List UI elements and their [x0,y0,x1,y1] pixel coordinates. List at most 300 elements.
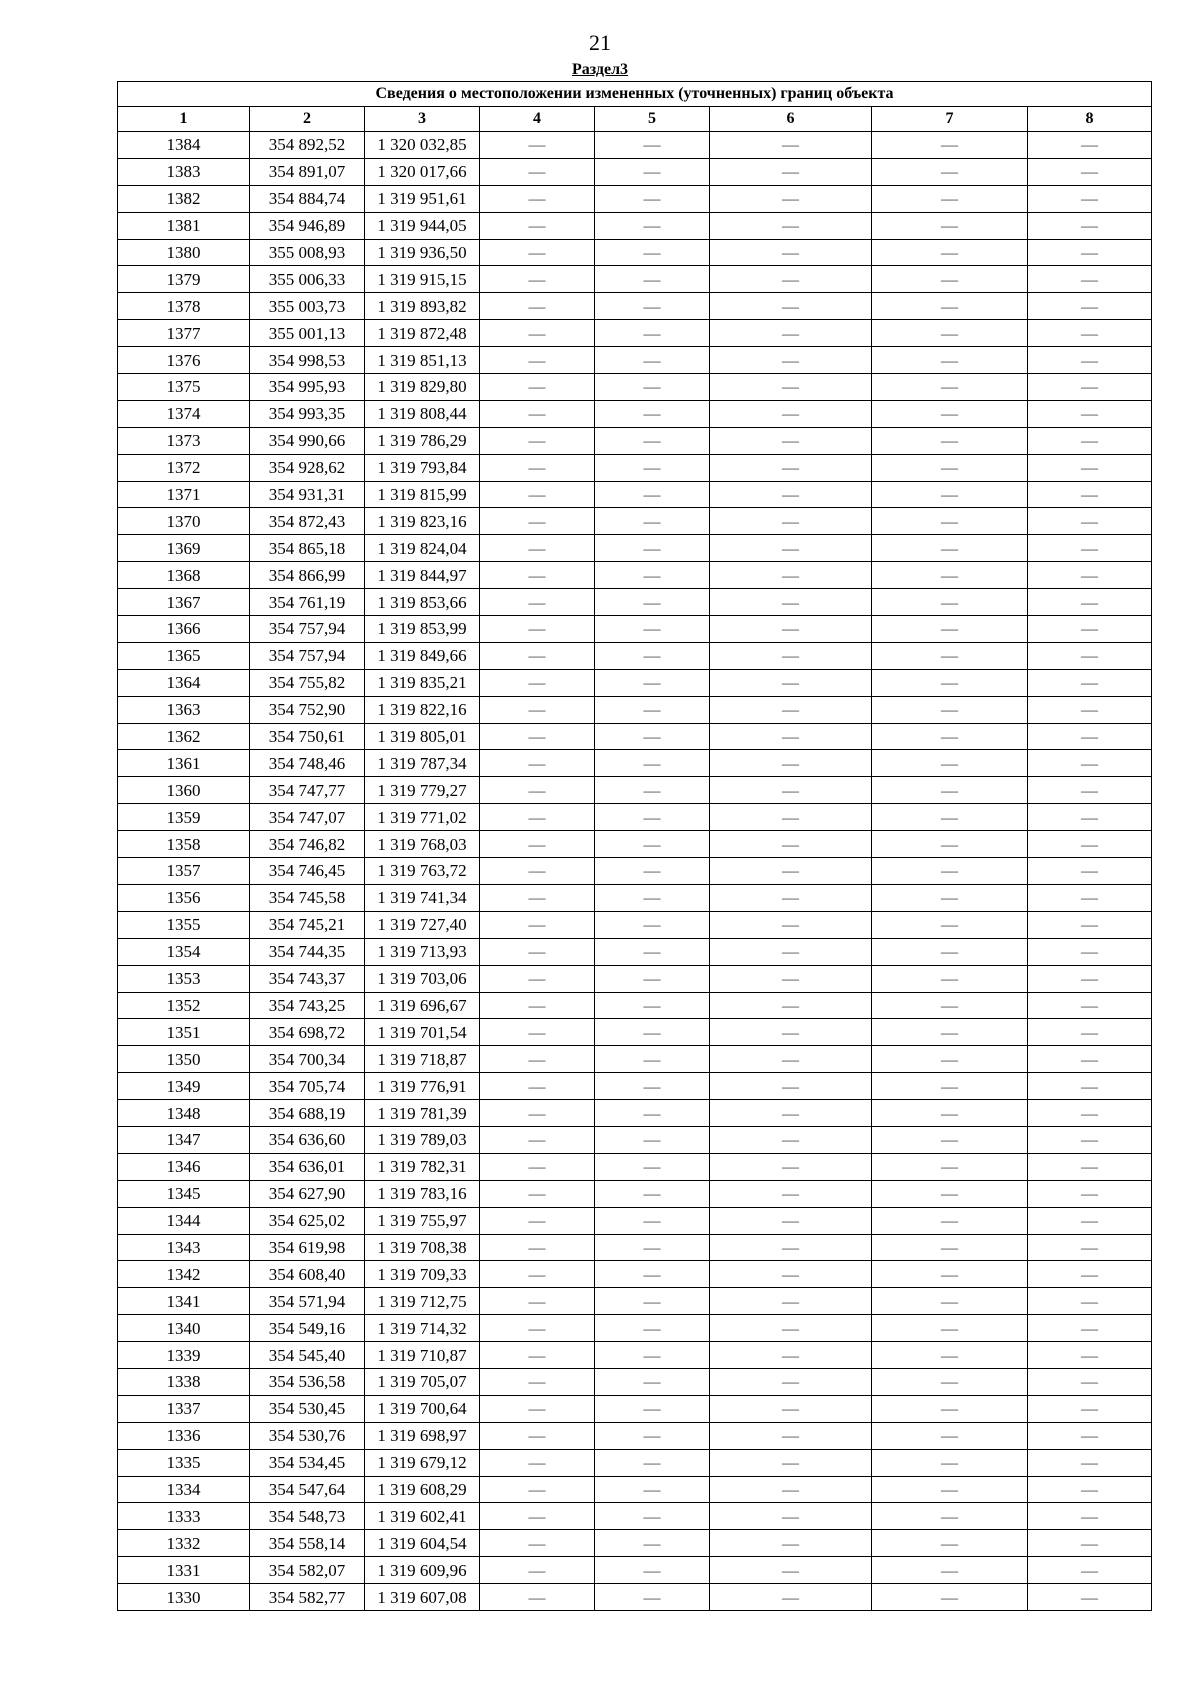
empty-value-cell: — [872,804,1028,831]
empty-value-cell: — [480,1126,595,1153]
column-header: 4 [480,107,595,132]
y-coordinate-cell: 1 319 853,66 [365,589,480,616]
empty-value-cell: — [595,1422,710,1449]
empty-value-cell: — [1028,1180,1152,1207]
table-row [118,1503,1152,1530]
empty-value-cell: — [872,1476,1028,1503]
empty-value-cell: — [480,938,595,965]
empty-value-cell: — [710,669,872,696]
empty-value-cell: — [480,320,595,347]
empty-value-cell: — [1028,1046,1152,1073]
empty-value-cell: — [710,1207,872,1234]
empty-value-cell: — [1028,616,1152,643]
empty-value-cell: — [872,1046,1028,1073]
y-coordinate-cell: 1 319 808,44 [365,400,480,427]
empty-value-cell: — [595,1261,710,1288]
x-coordinate-cell: 354 698,72 [250,1019,365,1046]
empty-value-cell: — [1028,938,1152,965]
empty-value-cell: — [595,1476,710,1503]
table-row [118,1342,1152,1369]
y-coordinate-cell: 1 319 779,27 [365,777,480,804]
empty-value-cell: — [710,347,872,374]
x-coordinate-cell: 354 536,58 [250,1368,365,1395]
point-number-cell: 1335 [118,1449,250,1476]
table-row [118,1126,1152,1153]
empty-value-cell: — [710,1315,872,1342]
empty-value-cell: — [1028,858,1152,885]
empty-value-cell: — [1028,400,1152,427]
y-coordinate-cell: 1 319 835,21 [365,669,480,696]
x-coordinate-cell: 354 993,35 [250,400,365,427]
x-coordinate-cell: 354 884,74 [250,185,365,212]
column-header-row [118,107,1152,132]
empty-value-cell: — [710,562,872,589]
y-coordinate-cell: 1 319 705,07 [365,1368,480,1395]
table-row [118,481,1152,508]
y-coordinate-cell: 1 319 768,03 [365,831,480,858]
point-number-cell: 1353 [118,965,250,992]
empty-value-cell: — [1028,696,1152,723]
empty-value-cell: — [710,1342,872,1369]
empty-value-cell: — [710,696,872,723]
empty-value-cell: — [872,212,1028,239]
y-coordinate-cell: 1 319 951,61 [365,185,480,212]
column-header: 1 [118,107,250,132]
empty-value-cell: — [1028,158,1152,185]
empty-value-cell: — [480,1557,595,1584]
x-coordinate-cell: 354 545,40 [250,1342,365,1369]
empty-value-cell: — [595,858,710,885]
empty-value-cell: — [710,777,872,804]
y-coordinate-cell: 1 319 776,91 [365,1073,480,1100]
table-row [118,427,1152,454]
x-coordinate-cell: 354 571,94 [250,1288,365,1315]
empty-value-cell: — [710,1019,872,1046]
empty-value-cell: — [872,1342,1028,1369]
y-coordinate-cell: 1 319 700,64 [365,1395,480,1422]
empty-value-cell: — [595,535,710,562]
y-coordinate-cell: 1 319 844,97 [365,562,480,589]
point-number-cell: 1366 [118,616,250,643]
x-coordinate-cell: 354 757,94 [250,616,365,643]
table-row [118,185,1152,212]
empty-value-cell: — [480,1476,595,1503]
empty-value-cell: — [710,831,872,858]
point-number-cell: 1367 [118,589,250,616]
table-row [118,158,1152,185]
y-coordinate-cell: 1 319 708,38 [365,1234,480,1261]
empty-value-cell: — [480,1046,595,1073]
point-number-cell: 1382 [118,185,250,212]
x-coordinate-cell: 354 757,94 [250,642,365,669]
empty-value-cell: — [595,427,710,454]
empty-value-cell: — [1028,454,1152,481]
empty-value-cell: — [1028,562,1152,589]
empty-value-cell: — [480,1395,595,1422]
empty-value-cell: — [710,1476,872,1503]
point-number-cell: 1363 [118,696,250,723]
table-row [118,1046,1152,1073]
table-row [118,1449,1152,1476]
empty-value-cell: — [872,642,1028,669]
point-number-cell: 1374 [118,400,250,427]
empty-value-cell: — [1028,212,1152,239]
y-coordinate-cell: 1 319 781,39 [365,1100,480,1127]
y-coordinate-cell: 1 319 741,34 [365,884,480,911]
table-row [118,508,1152,535]
empty-value-cell: — [595,992,710,1019]
empty-value-cell: — [1028,1100,1152,1127]
table-row [118,535,1152,562]
empty-value-cell: — [480,616,595,643]
empty-value-cell: — [710,132,872,159]
x-coordinate-cell: 354 755,82 [250,669,365,696]
empty-value-cell: — [480,1530,595,1557]
empty-value-cell: — [480,777,595,804]
table-row [118,589,1152,616]
x-coordinate-cell: 354 530,45 [250,1395,365,1422]
x-coordinate-cell: 354 534,45 [250,1449,365,1476]
x-coordinate-cell: 354 558,14 [250,1530,365,1557]
table-row [118,1234,1152,1261]
point-number-cell: 1348 [118,1100,250,1127]
empty-value-cell: — [480,212,595,239]
point-number-cell: 1375 [118,374,250,401]
column-header: 7 [872,107,1028,132]
table-row [118,132,1152,159]
empty-value-cell: — [710,1449,872,1476]
empty-value-cell: — [480,1368,595,1395]
empty-value-cell: — [595,1073,710,1100]
y-coordinate-cell: 1 319 703,06 [365,965,480,992]
empty-value-cell: — [872,508,1028,535]
empty-value-cell: — [595,1207,710,1234]
empty-value-cell: — [595,1557,710,1584]
empty-value-cell: — [872,1207,1028,1234]
column-header: 8 [1028,107,1152,132]
column-header: 5 [595,107,710,132]
empty-value-cell: — [480,1449,595,1476]
point-number-cell: 1361 [118,750,250,777]
table-row [118,400,1152,427]
empty-value-cell: — [480,696,595,723]
point-number-cell: 1339 [118,1342,250,1369]
empty-value-cell: — [710,911,872,938]
x-coordinate-cell: 354 747,77 [250,777,365,804]
point-number-cell: 1371 [118,481,250,508]
point-number-cell: 1343 [118,1234,250,1261]
empty-value-cell: — [1028,347,1152,374]
empty-value-cell: — [1028,535,1152,562]
y-coordinate-cell: 1 319 679,12 [365,1449,480,1476]
empty-value-cell: — [710,642,872,669]
empty-value-cell: — [480,831,595,858]
empty-value-cell: — [595,831,710,858]
coordinates-table [117,81,1152,1611]
empty-value-cell: — [595,1395,710,1422]
x-coordinate-cell: 354 700,34 [250,1046,365,1073]
empty-value-cell: — [480,1073,595,1100]
empty-value-cell: — [595,132,710,159]
point-number-cell: 1332 [118,1530,250,1557]
point-number-cell: 1351 [118,1019,250,1046]
table-body [118,132,1152,1611]
table-row [118,239,1152,266]
point-number-cell: 1346 [118,1153,250,1180]
empty-value-cell: — [1028,508,1152,535]
empty-value-cell: — [1028,1422,1152,1449]
empty-value-cell: — [710,884,872,911]
empty-value-cell: — [595,347,710,374]
table-row [118,1315,1152,1342]
empty-value-cell: — [1028,239,1152,266]
empty-value-cell: — [872,427,1028,454]
empty-value-cell: — [480,400,595,427]
point-number-cell: 1338 [118,1368,250,1395]
empty-value-cell: — [595,723,710,750]
empty-value-cell: — [872,535,1028,562]
point-number-cell: 1334 [118,1476,250,1503]
empty-value-cell: — [480,1422,595,1449]
empty-value-cell: — [480,1315,595,1342]
y-coordinate-cell: 1 319 783,16 [365,1180,480,1207]
column-header: 6 [710,107,872,132]
point-number-cell: 1347 [118,1126,250,1153]
table-row [118,1530,1152,1557]
empty-value-cell: — [1028,1449,1152,1476]
y-coordinate-cell: 1 319 824,04 [365,535,480,562]
empty-value-cell: — [480,158,595,185]
empty-value-cell: — [710,1046,872,1073]
empty-value-cell: — [595,938,710,965]
empty-value-cell: — [1028,427,1152,454]
table-row [118,293,1152,320]
point-number-cell: 1365 [118,642,250,669]
empty-value-cell: — [872,1126,1028,1153]
empty-value-cell: — [872,320,1028,347]
empty-value-cell: — [595,1100,710,1127]
table-row [118,1100,1152,1127]
empty-value-cell: — [1028,1234,1152,1261]
empty-value-cell: — [710,1073,872,1100]
x-coordinate-cell: 354 746,45 [250,858,365,885]
table-row [118,212,1152,239]
point-number-cell: 1333 [118,1503,250,1530]
empty-value-cell: — [1028,1530,1152,1557]
empty-value-cell: — [595,1019,710,1046]
empty-value-cell: — [872,293,1028,320]
empty-value-cell: — [1028,1395,1152,1422]
x-coordinate-cell: 354 743,25 [250,992,365,1019]
empty-value-cell: — [595,266,710,293]
y-coordinate-cell: 1 319 944,05 [365,212,480,239]
empty-value-cell: — [872,1395,1028,1422]
empty-value-cell: — [1028,723,1152,750]
empty-value-cell: — [872,454,1028,481]
empty-value-cell: — [595,1153,710,1180]
point-number-cell: 1341 [118,1288,250,1315]
point-number-cell: 1362 [118,723,250,750]
table-row [118,1422,1152,1449]
point-number-cell: 1331 [118,1557,250,1584]
empty-value-cell: — [1028,831,1152,858]
x-coordinate-cell: 354 747,07 [250,804,365,831]
table-row [118,884,1152,911]
table-row [118,858,1152,885]
empty-value-cell: — [1028,320,1152,347]
empty-value-cell: — [872,589,1028,616]
empty-value-cell: — [1028,1261,1152,1288]
table-row [118,1180,1152,1207]
empty-value-cell: — [480,669,595,696]
empty-value-cell: — [595,508,710,535]
empty-value-cell: — [1028,1073,1152,1100]
empty-value-cell: — [872,911,1028,938]
empty-value-cell: — [595,1449,710,1476]
y-coordinate-cell: 1 319 849,66 [365,642,480,669]
empty-value-cell: — [1028,1315,1152,1342]
x-coordinate-cell: 354 745,58 [250,884,365,911]
x-coordinate-cell: 354 928,62 [250,454,365,481]
empty-value-cell: — [872,1315,1028,1342]
column-header: 2 [250,107,365,132]
empty-value-cell: — [595,158,710,185]
x-coordinate-cell: 354 627,90 [250,1180,365,1207]
empty-value-cell: — [872,1180,1028,1207]
empty-value-cell: — [710,212,872,239]
x-coordinate-cell: 354 761,19 [250,589,365,616]
point-number-cell: 1352 [118,992,250,1019]
empty-value-cell: — [710,804,872,831]
point-number-cell: 1337 [118,1395,250,1422]
empty-value-cell: — [872,938,1028,965]
empty-value-cell: — [595,562,710,589]
empty-value-cell: — [872,965,1028,992]
y-coordinate-cell: 1 319 696,67 [365,992,480,1019]
empty-value-cell: — [480,911,595,938]
table-row [118,1288,1152,1315]
table-row [118,320,1152,347]
point-number-cell: 1373 [118,427,250,454]
empty-value-cell: — [595,1180,710,1207]
empty-value-cell: — [710,1100,872,1127]
table-caption-row [118,82,1152,107]
y-coordinate-cell: 1 319 709,33 [365,1261,480,1288]
empty-value-cell: — [1028,266,1152,293]
empty-value-cell: — [595,1503,710,1530]
empty-value-cell: — [710,1288,872,1315]
section-title: Раздел3 [571,61,629,78]
empty-value-cell: — [480,427,595,454]
empty-value-cell: — [872,858,1028,885]
y-coordinate-cell: 1 319 710,87 [365,1342,480,1369]
x-coordinate-cell: 354 946,89 [250,212,365,239]
empty-value-cell: — [595,1368,710,1395]
empty-value-cell: — [480,508,595,535]
empty-value-cell: — [480,1584,595,1611]
x-coordinate-cell: 354 752,90 [250,696,365,723]
empty-value-cell: — [710,508,872,535]
point-number-cell: 1378 [118,293,250,320]
x-coordinate-cell: 354 636,01 [250,1153,365,1180]
empty-value-cell: — [595,400,710,427]
point-number-cell: 1377 [118,320,250,347]
table-row [118,1395,1152,1422]
point-number-cell: 1381 [118,212,250,239]
empty-value-cell: — [595,1046,710,1073]
y-coordinate-cell: 1 319 698,97 [365,1422,480,1449]
y-coordinate-cell: 1 320 017,66 [365,158,480,185]
x-coordinate-cell: 354 872,43 [250,508,365,535]
y-coordinate-cell: 1 319 805,01 [365,723,480,750]
empty-value-cell: — [710,427,872,454]
table-row [118,831,1152,858]
y-coordinate-cell: 1 319 604,54 [365,1530,480,1557]
page-number: 21 [589,30,611,55]
empty-value-cell: — [1028,293,1152,320]
empty-value-cell: — [595,1530,710,1557]
empty-value-cell: — [480,1019,595,1046]
y-coordinate-cell: 1 319 815,99 [365,481,480,508]
empty-value-cell: — [595,1126,710,1153]
point-number-cell: 1383 [118,158,250,185]
y-coordinate-cell: 1 319 701,54 [365,1019,480,1046]
table-row [118,266,1152,293]
x-coordinate-cell: 354 990,66 [250,427,365,454]
empty-value-cell: — [710,1261,872,1288]
empty-value-cell: — [710,185,872,212]
empty-value-cell: — [872,1368,1028,1395]
empty-value-cell: — [710,1422,872,1449]
table-row [118,669,1152,696]
x-coordinate-cell: 354 998,53 [250,347,365,374]
empty-value-cell: — [1028,1368,1152,1395]
empty-value-cell: — [710,239,872,266]
empty-value-cell: — [710,1530,872,1557]
y-coordinate-cell: 1 319 936,50 [365,239,480,266]
point-number-cell: 1369 [118,535,250,562]
empty-value-cell: — [710,1126,872,1153]
empty-value-cell: — [872,266,1028,293]
x-coordinate-cell: 354 744,35 [250,938,365,965]
table-row [118,992,1152,1019]
point-number-cell: 1340 [118,1315,250,1342]
empty-value-cell: — [872,1557,1028,1584]
empty-value-cell: — [480,884,595,911]
empty-value-cell: — [480,562,595,589]
empty-value-cell: — [595,965,710,992]
y-coordinate-cell: 1 319 893,82 [365,293,480,320]
y-coordinate-cell: 1 319 607,08 [365,1584,480,1611]
empty-value-cell: — [480,589,595,616]
empty-value-cell: — [480,535,595,562]
point-number-cell: 1350 [118,1046,250,1073]
empty-value-cell: — [595,1234,710,1261]
y-coordinate-cell: 1 319 823,16 [365,508,480,535]
empty-value-cell: — [1028,132,1152,159]
x-coordinate-cell: 355 008,93 [250,239,365,266]
y-coordinate-cell: 1 319 782,31 [365,1153,480,1180]
table-row [118,750,1152,777]
empty-value-cell: — [595,293,710,320]
empty-value-cell: — [872,696,1028,723]
empty-value-cell: — [480,804,595,831]
column-header: 3 [365,107,480,132]
table-row [118,1073,1152,1100]
empty-value-cell: — [710,1368,872,1395]
empty-value-cell: — [872,374,1028,401]
empty-value-cell: — [595,454,710,481]
